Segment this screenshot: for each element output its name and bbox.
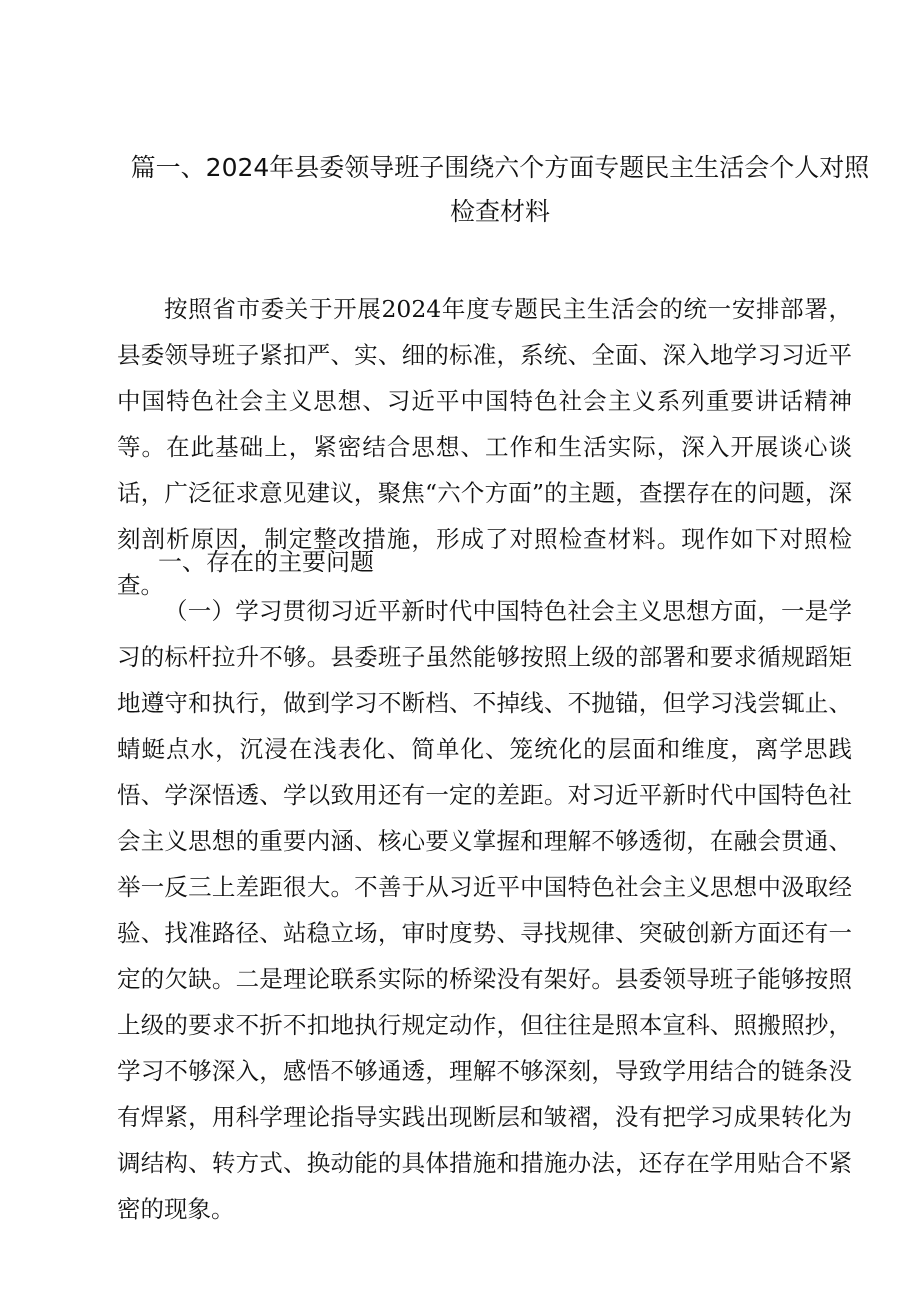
intro-paragraph: 按照省市委关于开展2024年度专题民主生活会的统一安排部署，县委领导班子紧扣严、实、细的标准，系统、全面、深入地学习习近平中国特色社会主义思想、习近平中国特色社会主义系列重要讲话精神等。在此基础上，紧密结合思想、工作和生活实际，深入开展谈心谈话，广泛征求意见建议，聚焦“六个方面”的主题，查摆存在的问题，深刻剖析原因，制定整改措施，形成了对照检查材料。现作如下对照检查。 [117, 295, 852, 599]
section-heading-main-problems: 一、存在的主要问题 [158, 548, 374, 576]
document-title-line-1: 篇一、2024年县委领导班子围绕六个方面专题民主生活会个人对照 [130, 153, 870, 182]
section-1-paragraph-1: （一）学习贯彻习近平新时代中国特色社会主义思想方面，一是学习的标杆拉升不够。县委班子虽然能够按照上级的部署和要求循规蹈矩地遵守和执行，做到学习不断档、不掉线、不抛锚，但学习浅尝辄止、蜻蜓点水，沉浸在浅表化、简单化、笼统化的层面和维度，离学思践悟、学深悟透、学以致用还有一定的差距。对习近平新时代中国特色社会主义思想的重要内涵、核心要义掌握和理解不够透彻，在融会贯通、举一反三上差距很大。不善于从习近平中国特色社会主义思想中汲取经验、找准路径、站稳立场，审时度势、寻找规律、突破创新方面还有一定的欠缺。二是理论联系实际的桥梁没有架好。县委领导班子能够按照上级的要求不折不扣地执行规定动作，但往往是照本宣科、照搬照抄，学习不够深入，感悟不够通透，理解不够深刻，导致学用结合的链条没有焊紧，用科学理论指导实践出现断层和皱褶，没有把学习成果转化为调结构、转方式、换动能的具体措施和措施办法，还存在学用贴合不紧密的现象。 [117, 597, 852, 1223]
document-title-line-2: 检查材料 [449, 197, 550, 226]
